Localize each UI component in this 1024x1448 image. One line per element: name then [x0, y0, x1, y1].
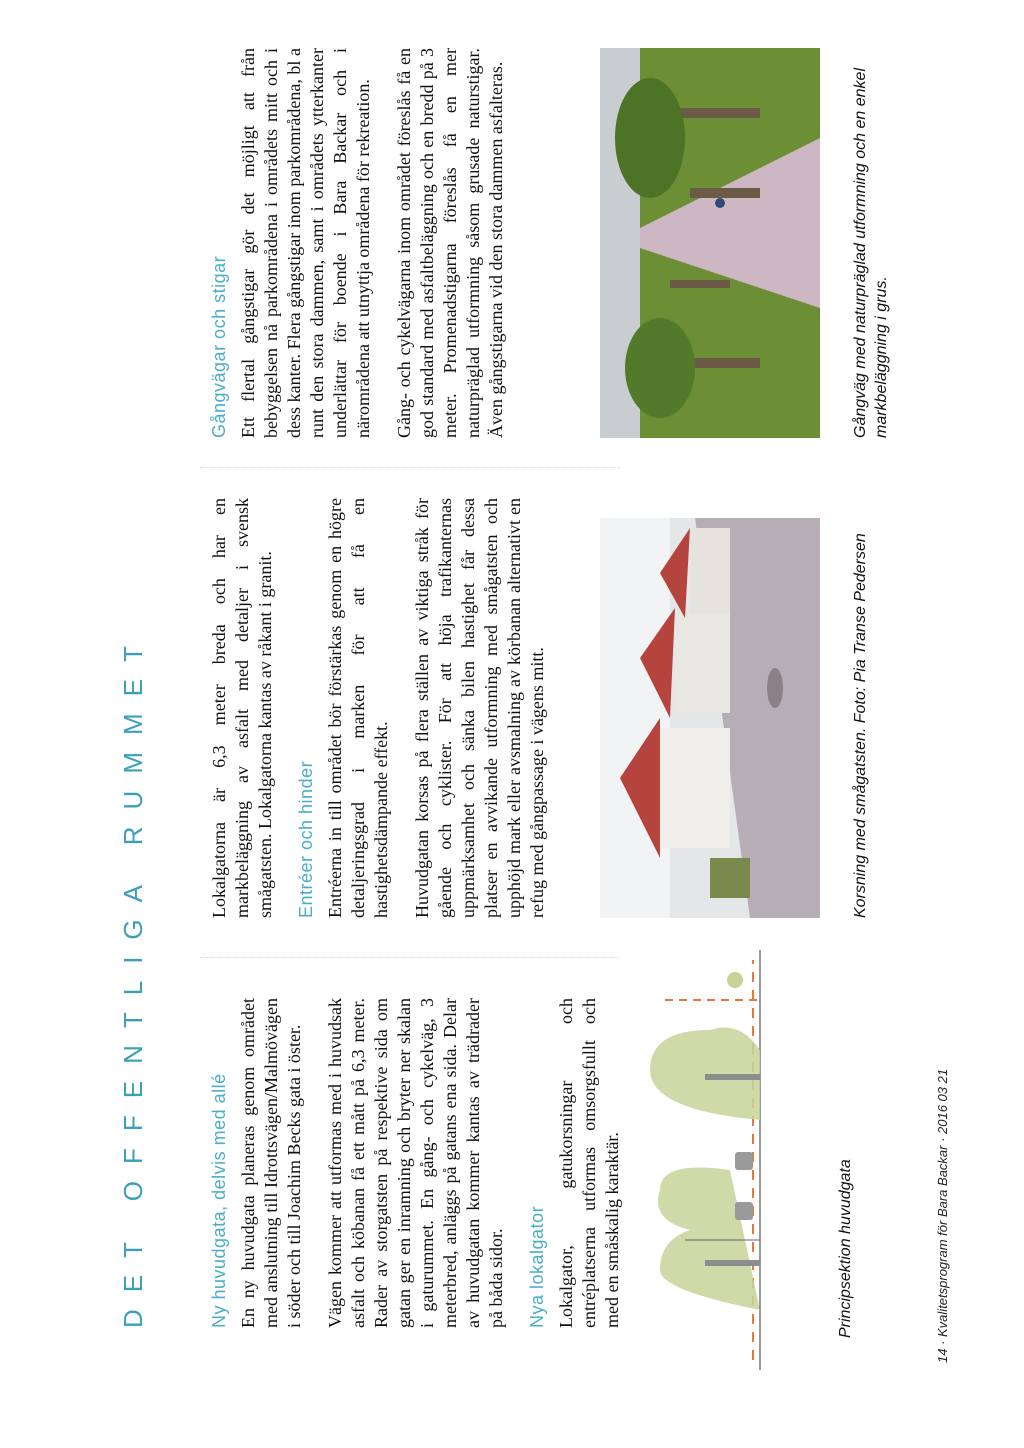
photo-caption-gangvag: Gångväg med naturpräglad utformning och en enkel markbeläggning i grus.	[852, 67, 890, 438]
section-heading-gangvagar: Gångvägar och stigar	[209, 255, 229, 438]
section-heading-entreer: Entréer och hinder	[296, 760, 316, 918]
figure-caption-section: Principsektion huvudgata	[837, 1159, 854, 1338]
paragraph: Gång- och cykelvägarna inom området föreslås få en god standard med asfaltbeläggning och en bredd på 3 meter. Promenadstigarna föreslås få en mer naturpräglad utformning såsom grusade naturstigar. Även gångstigarna vid den stora dammen asfalteras.	[394, 48, 506, 438]
paragraph: Vägen kommer att utformas med i huvudsak asfalt och köbanan få ett mått på 6,3 meter. Rader av storgatsten på respektive sida om gatan ger en inramning och bryter ner skalan i gaturummet. En gång- och cykelväg, 3 meterbred, anläggs på gatans ena sida. Delar av huvudgatan kommer kantas av trädrader på båda sidor.	[325, 998, 506, 1328]
page-footer: 14 · Kvalitetsprogram för Bara Backar · 2016 03 21	[935, 1068, 950, 1363]
paragraph: Lokalgatorna är 6,3 meter breda och har en markbeläggning av asfalt med detaljer i svensk smågatsten. Lokalgatorna kantas av råkant i granit.	[209, 498, 275, 918]
middle-column	[208, 498, 567, 918]
section-drawing	[585, 950, 775, 1370]
column-divider	[200, 957, 620, 958]
photo-gangvag	[600, 48, 820, 438]
document-title: DET OFFENTLIGA RUMMET	[118, 629, 148, 1328]
left-column	[208, 998, 642, 1328]
paragraph: En ny huvudgata planeras genom området med anslutning till Idrottsvägen/Malmövägen i söder och till Joachim Becks gata i öster.	[238, 998, 304, 1328]
paragraph: Entréerna in till området bör förstärkas genom en högre detaljeringsgrad i marken för att få en hastighetsdämpande effekt.	[325, 498, 391, 918]
street-section-diagram	[585, 950, 775, 1370]
photo-gangvag-image	[600, 48, 820, 438]
section-heading-huvudgata: Ny huvudgata, delvis med allé	[209, 1073, 229, 1328]
paragraph: Lokalgator, gatukorsningar och entréplatserna utformas omsorgsfullt och med en småskalig karaktär.	[556, 998, 622, 1328]
photo-korsning-image	[600, 518, 820, 918]
paragraph: Huvudgatan korsas på flera ställen av viktiga stråk för gående och cyklister. För att höja trafikanternas uppmärksamhet och sänka bilen hastighet får dessa platser en avvikande utformning med smågatsten och upphöjd mark eller avsmalning av körbanan alternativt en refug med gångpassage i vägens mitt.	[412, 498, 547, 918]
right-column	[208, 48, 526, 438]
column-divider	[200, 467, 620, 468]
photo-korsning	[600, 518, 820, 918]
photo-caption-korsning: Korsning med smågatsten. Foto: Pia Transe Pedersen	[852, 533, 869, 918]
section-heading-lokalgator: Nya lokalgator	[527, 1205, 547, 1328]
paragraph: Ett flertal gångstigar gör det möjligt att från bebyggelsen nå parkområdena i områdets mitt och i dess kanter. Flera gångstigar inom parkområdena, bl a runt den stora dammen, samt i områdets ytterkanter underlättar för boende i Bara Backar och i närområdena att utnyttja områdena för rekreation.	[238, 48, 373, 438]
